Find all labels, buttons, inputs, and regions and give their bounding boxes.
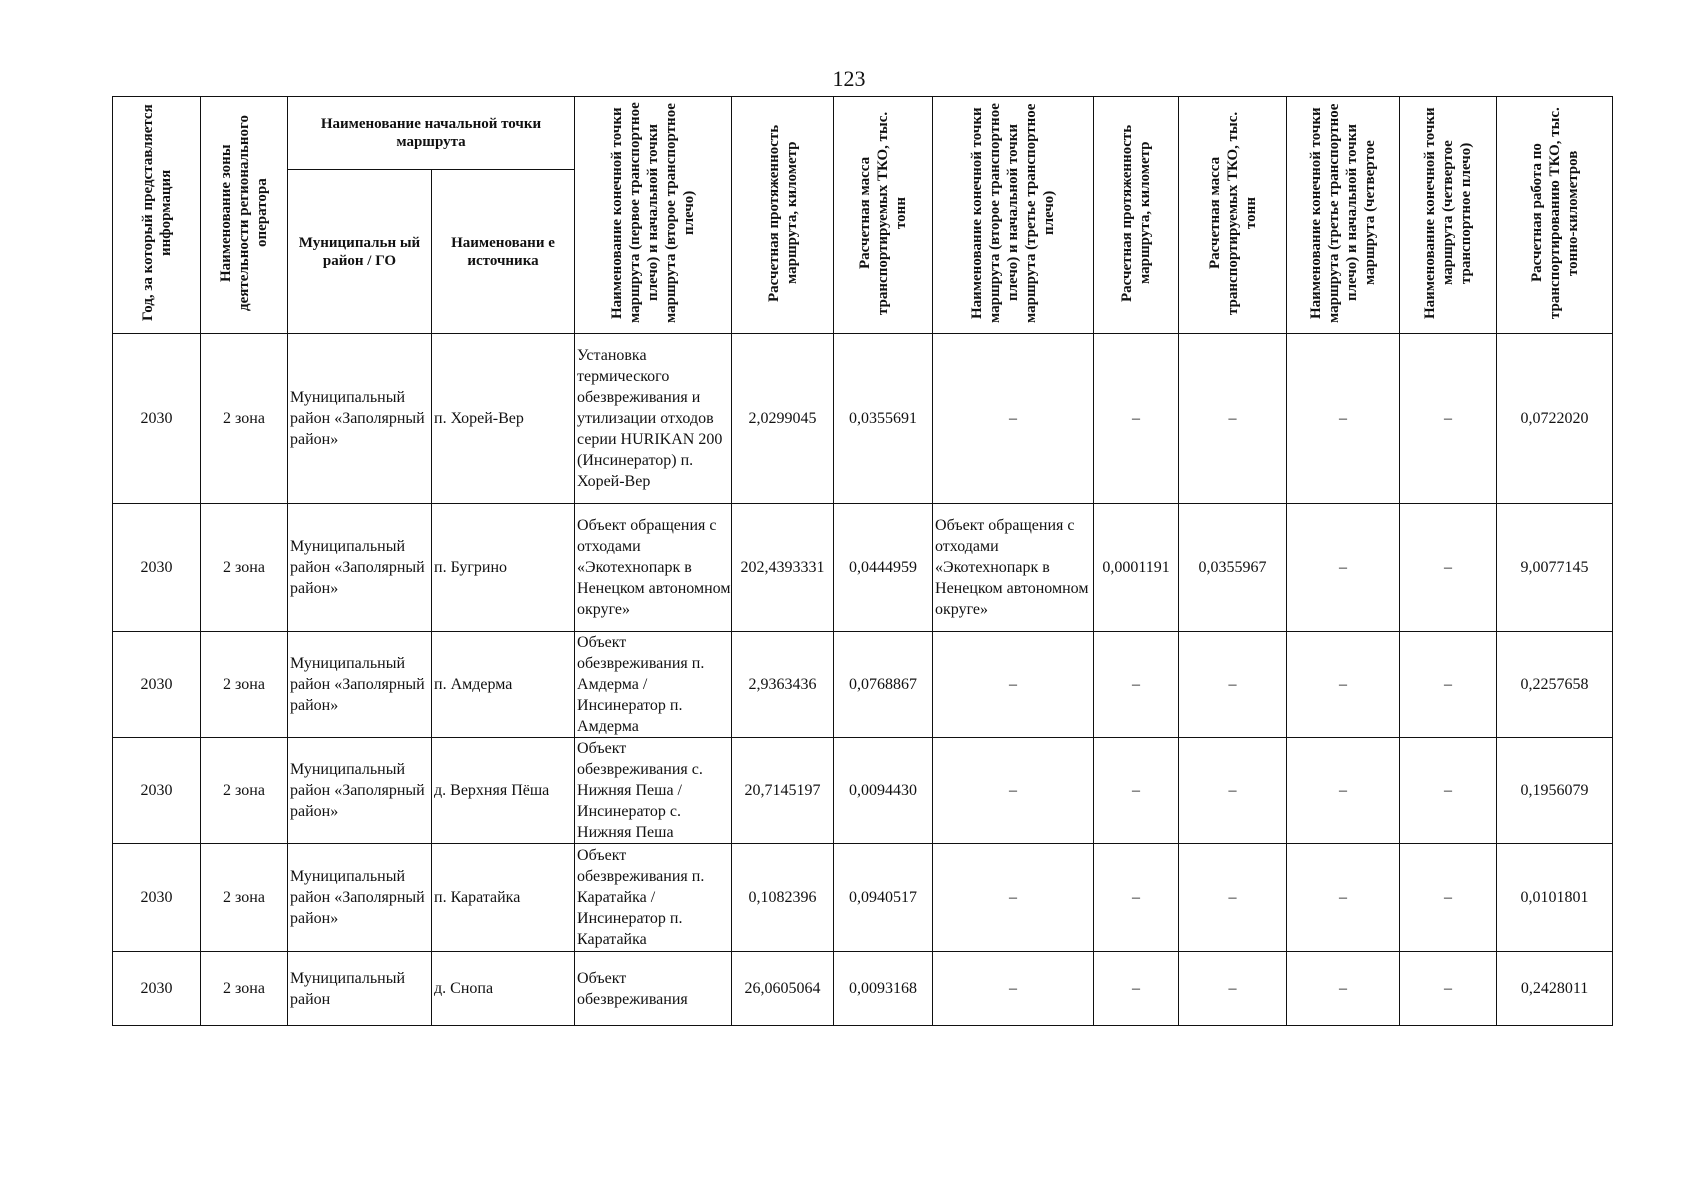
cell-zone: 2 зона — [201, 738, 288, 844]
header-year: Год, за который представляется информация — [113, 97, 201, 334]
cell-municipality: Муниципальный район «Заполярный район» — [288, 632, 432, 738]
cell-end1: Объект обезвреживания п. Каратайка / Инсинератор п. Каратайка — [575, 844, 732, 952]
cell-end3: – — [1287, 738, 1400, 844]
cell-end2: – — [933, 952, 1094, 1026]
cell-work: 0,2428011 — [1497, 952, 1613, 1026]
header-end1: Наименование конечной точки маршрута (первое транспортное плечо) и начальной точки маршрута (второе транспортное плечо) — [575, 97, 732, 334]
cell-len2: – — [1094, 738, 1179, 844]
cell-work: 9,0077145 — [1497, 504, 1613, 632]
header-end4: Наименование конечной точки маршрута (четвертое транспортное плечо) — [1400, 97, 1497, 334]
cell-mass1: 0,0444959 — [834, 504, 933, 632]
cell-source: п. Амдерма — [432, 632, 575, 738]
header-end3: Наименование конечной точки маршрута (третье транспортное плечо) и начальной точки маршрута (четвертое — [1287, 97, 1400, 334]
cell-mass1: 0,0093168 — [834, 952, 933, 1026]
cell-len2: – — [1094, 632, 1179, 738]
cell-zone: 2 зона — [201, 952, 288, 1026]
cell-mass2: – — [1179, 334, 1287, 504]
header-mass1: Расчетная масса транспортируемых ТКО, тыс. тонн — [834, 97, 933, 334]
cell-mass2: 0,0355967 — [1179, 504, 1287, 632]
cell-mass1: 0,0094430 — [834, 738, 933, 844]
header-work: Расчетная работа по транспортированию ТКО, тыс. тонно-километров — [1497, 97, 1613, 334]
page-number: 123 — [832, 66, 866, 91]
table-row — [113, 952, 1613, 1026]
cell-len2: 0,0001191 — [1094, 504, 1179, 632]
cell-end3: – — [1287, 632, 1400, 738]
cell-len2: – — [1094, 334, 1179, 504]
cell-len1: 2,0299045 — [732, 334, 834, 504]
cell-mass2: – — [1179, 952, 1287, 1026]
routes-table — [112, 96, 1613, 1026]
cell-source: п. Бугрино — [432, 504, 575, 632]
cell-mass1: 0,0940517 — [834, 844, 933, 952]
cell-work: 0,0722020 — [1497, 334, 1613, 504]
cell-len1: 2,9363436 — [732, 632, 834, 738]
cell-mass1: 0,0355691 — [834, 334, 933, 504]
cell-source: п. Каратайка — [432, 844, 575, 952]
header-zone: Наименование зоны деятельности регионального оператора — [201, 97, 288, 334]
cell-work: 0,0101801 — [1497, 844, 1613, 952]
cell-source: п. Хорей-Вер — [432, 334, 575, 504]
cell-len2: – — [1094, 844, 1179, 952]
cell-end1: Объект обезвреживания с. Нижняя Пеша / Инсинератор с. Нижняя Пеша — [575, 738, 732, 844]
header-end2: Наименование конечной точки маршрута (второе транспортное плечо) и начальной точки маршрута (третье транспортное плечо) — [933, 97, 1094, 334]
header-start-point: Наименование начальной точки маршрута — [288, 97, 575, 170]
cell-end2: – — [933, 844, 1094, 952]
cell-end4: – — [1400, 738, 1497, 844]
cell-source: д. Снопа — [432, 952, 575, 1026]
cell-end2: – — [933, 738, 1094, 844]
cell-mass2: – — [1179, 738, 1287, 844]
header-source: Наименовани е источника — [432, 170, 575, 334]
cell-end3: – — [1287, 844, 1400, 952]
cell-len1: 20,7145197 — [732, 738, 834, 844]
cell-end4: – — [1400, 844, 1497, 952]
table-row — [113, 738, 1613, 844]
cell-municipality: Муниципальный район — [288, 952, 432, 1026]
cell-end2: – — [933, 334, 1094, 504]
cell-end3: – — [1287, 504, 1400, 632]
cell-mass1: 0,0768867 — [834, 632, 933, 738]
cell-work: 0,1956079 — [1497, 738, 1613, 844]
header-municipality: Муниципальн ый район / ГО — [288, 170, 432, 334]
cell-end3: – — [1287, 334, 1400, 504]
cell-end4: – — [1400, 504, 1497, 632]
cell-end3: – — [1287, 952, 1400, 1026]
cell-source: д. Верхняя Пёша — [432, 738, 575, 844]
table-row — [113, 504, 1613, 632]
header-len1: Расчетная протяженность маршрута, километр — [732, 97, 834, 334]
cell-len2: – — [1094, 952, 1179, 1026]
cell-end2: – — [933, 632, 1094, 738]
cell-municipality: Муниципальный район «Заполярный район» — [288, 334, 432, 504]
header-mass2: Расчетная масса транспортируемых ТКО, тыс. тонн — [1179, 97, 1287, 334]
cell-end1: Объект обезвреживания — [575, 952, 732, 1026]
cell-year: 2030 — [113, 504, 201, 632]
cell-municipality: Муниципальный район «Заполярный район» — [288, 504, 432, 632]
cell-year: 2030 — [113, 952, 201, 1026]
cell-end1: Объект обезвреживания п. Амдерма / Инсинератор п. Амдерма — [575, 632, 732, 738]
cell-end4: – — [1400, 632, 1497, 738]
cell-end1: Объект обращения с отходами «Экотехнопарк в Ненецком автономном округе» — [575, 504, 732, 632]
cell-mass2: – — [1179, 632, 1287, 738]
table-row — [113, 632, 1613, 738]
cell-year: 2030 — [113, 632, 201, 738]
cell-len1: 0,1082396 — [732, 844, 834, 952]
cell-mass2: – — [1179, 844, 1287, 952]
cell-zone: 2 зона — [201, 632, 288, 738]
cell-municipality: Муниципальный район «Заполярный район» — [288, 844, 432, 952]
cell-year: 2030 — [113, 844, 201, 952]
cell-end4: – — [1400, 334, 1497, 504]
cell-end2: Объект обращения с отходами «Экотехнопарк в Ненецком автономном округе» — [933, 504, 1094, 632]
cell-end4: – — [1400, 952, 1497, 1026]
table-row — [113, 334, 1613, 504]
cell-zone: 2 зона — [201, 504, 288, 632]
cell-work: 0,2257658 — [1497, 632, 1613, 738]
cell-end1: Установка термического обезвреживания и утилизации отходов серии HURIKAN 200 (Инсинератор) п. Хорей-Вер — [575, 334, 732, 504]
cell-len1: 26,0605064 — [732, 952, 834, 1026]
cell-municipality: Муниципальный район «Заполярный район» — [288, 738, 432, 844]
table-row — [113, 844, 1613, 952]
cell-len1: 202,4393331 — [732, 504, 834, 632]
cell-zone: 2 зона — [201, 844, 288, 952]
cell-year: 2030 — [113, 738, 201, 844]
header-len2: Расчетная протяженность маршрута, километр — [1094, 97, 1179, 334]
cell-year: 2030 — [113, 334, 201, 504]
cell-zone: 2 зона — [201, 334, 288, 504]
